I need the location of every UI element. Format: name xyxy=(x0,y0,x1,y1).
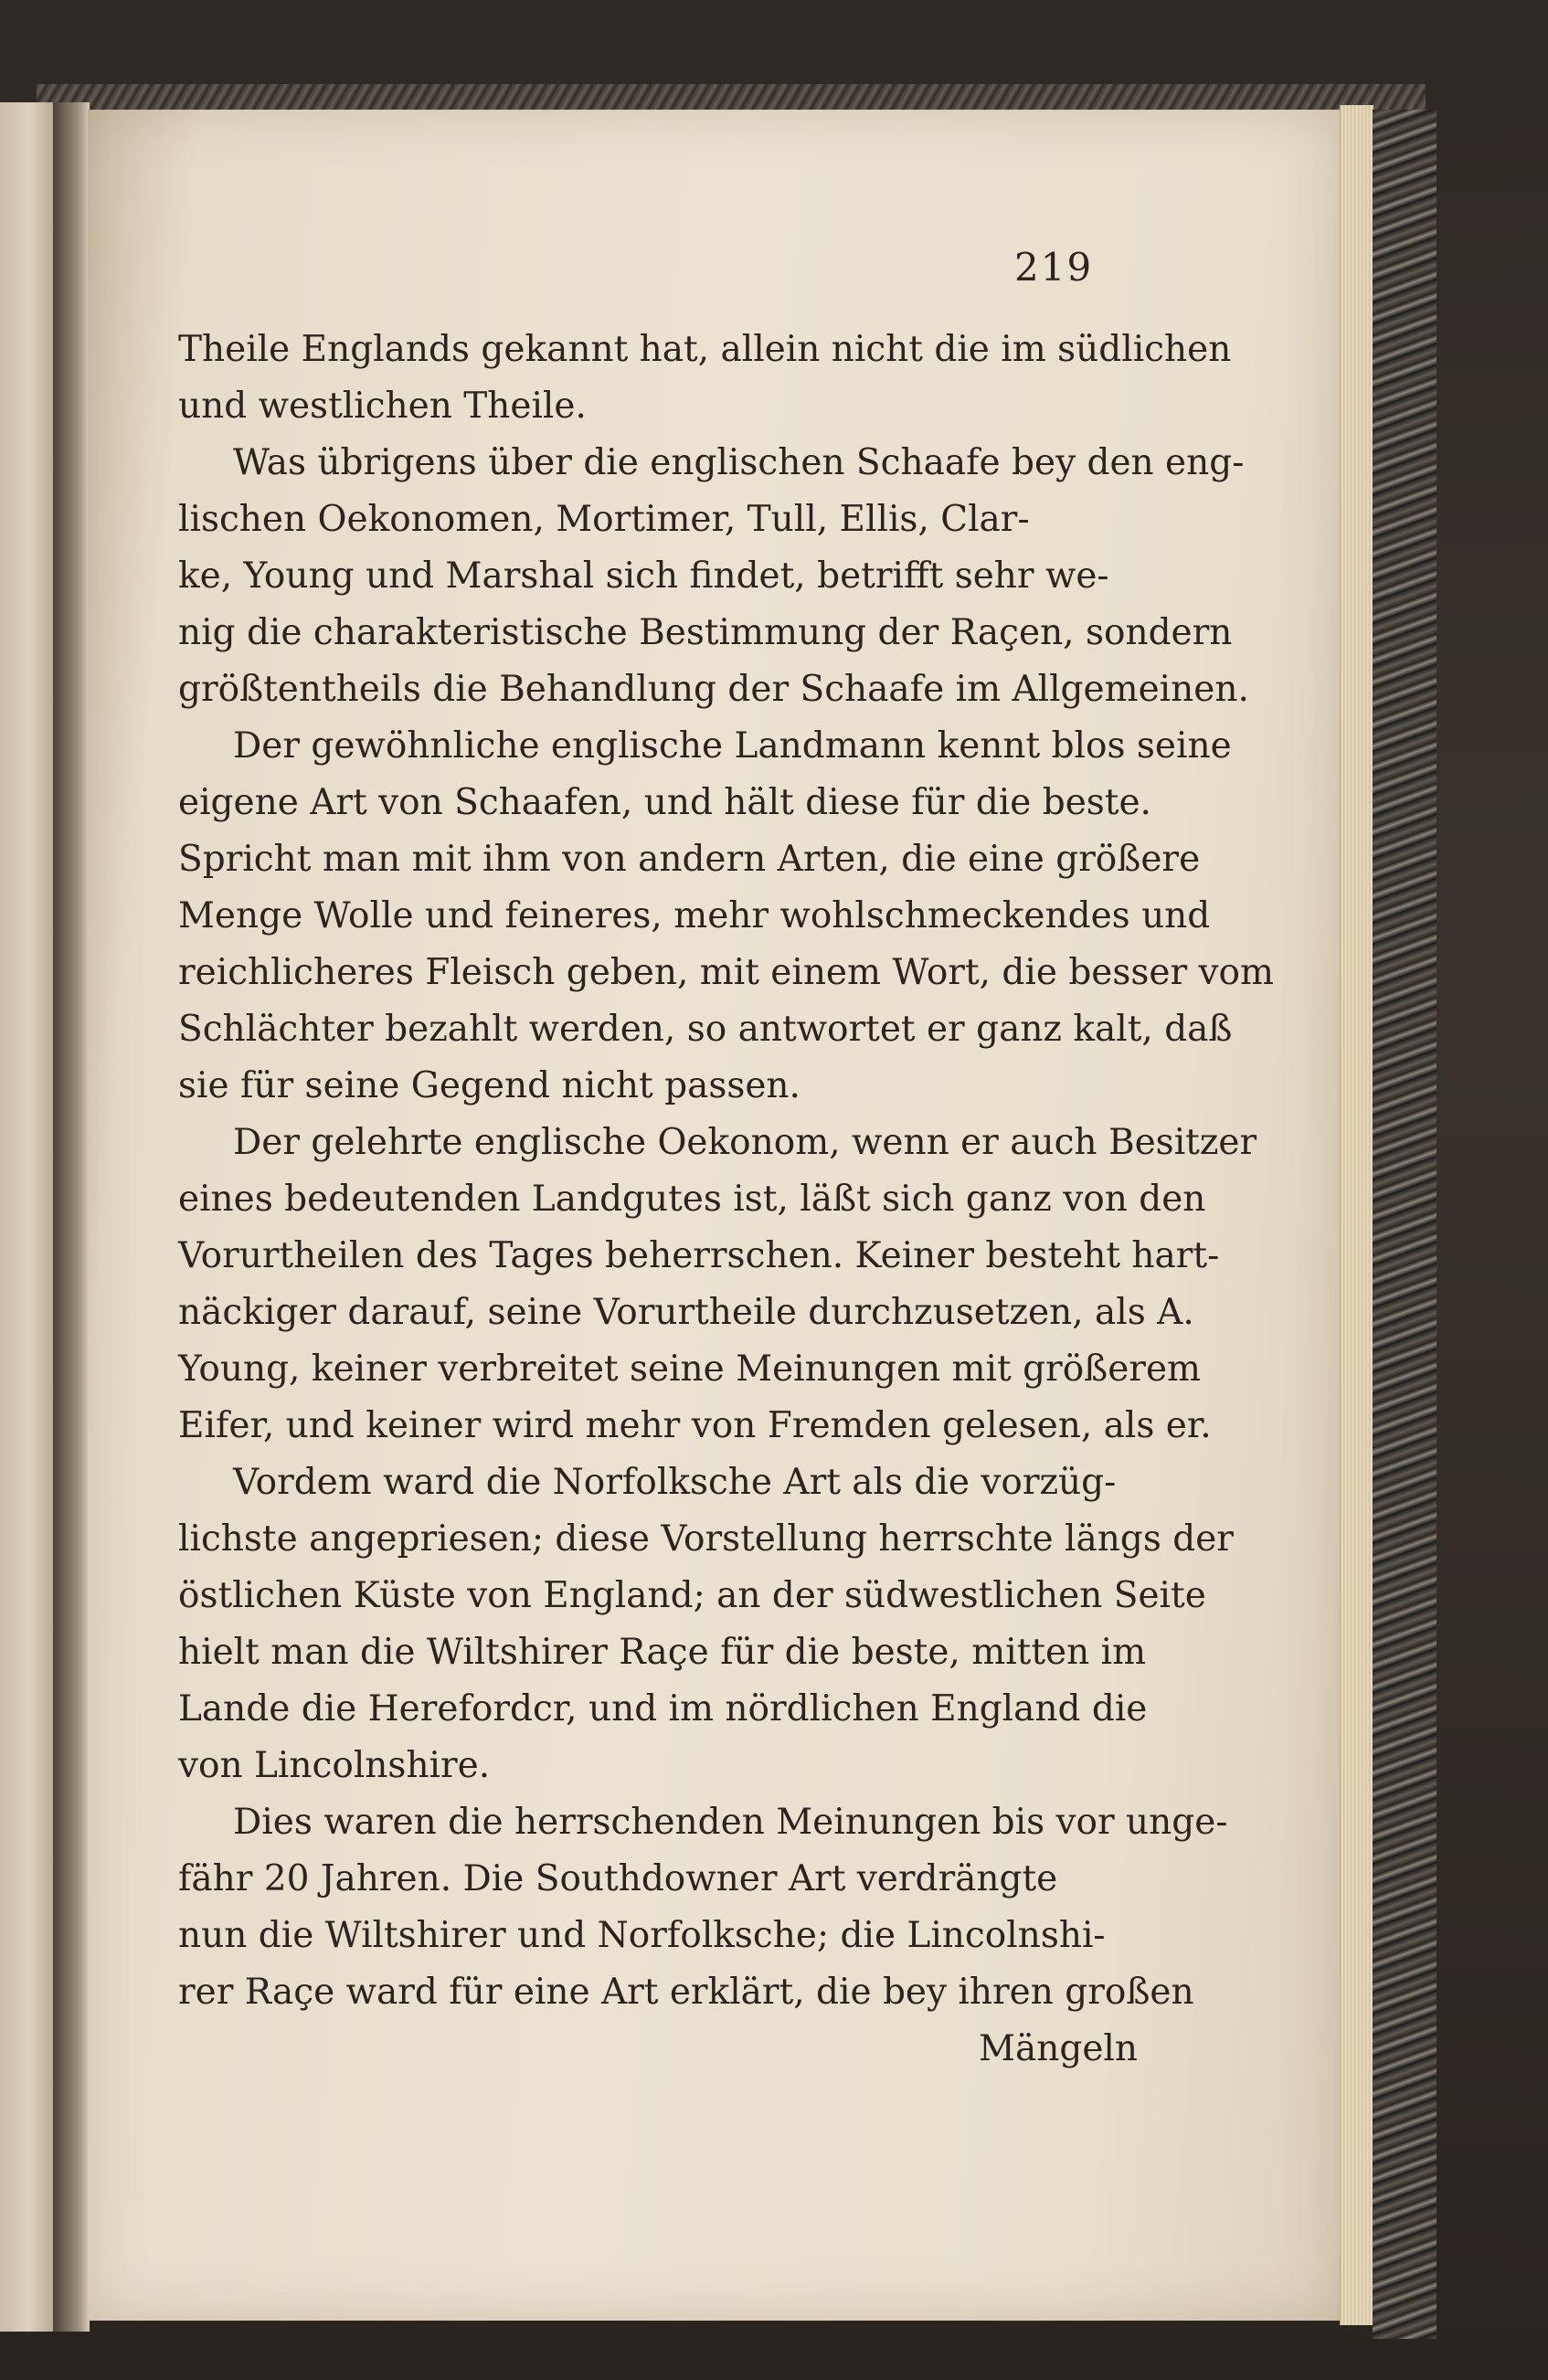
text-line: östlichen Küste von England; an der südwestlichen Seite xyxy=(178,1575,1206,1616)
text-line: Der gelehrte englische Oekonom, wenn er auch Besitzer xyxy=(233,1122,1257,1163)
text-line: eigene Art von Schaafen, und hält diese für die beste. xyxy=(178,782,1151,823)
text-line: fähr 20 Jahren. Die Southdowner Art verdrängte xyxy=(178,1858,1058,1899)
text-line: Eifer, und keiner wird mehr von Fremden gelesen, als er. xyxy=(178,1405,1212,1446)
text-line: näckiger darauf, seine Vorurtheile durchzusetzen, als A. xyxy=(178,1292,1194,1333)
page-number: 219 xyxy=(1014,245,1094,290)
text-line: Schlächter bezahlt werden, so antwortet er ganz kalt, daß xyxy=(178,1009,1233,1050)
marbled-cover xyxy=(1373,110,1437,2339)
text-line: Young, keiner verbreitet seine Meinungen mit größerem xyxy=(178,1349,1202,1390)
text-line: rer Raçe ward für eine Art erklärt, die bey ihren großen xyxy=(178,1972,1194,2013)
text-line: nun die Wiltshirer und Norfolksche; die Lincolnshi- xyxy=(178,1915,1106,1956)
text-line: Spricht man mit ihm von andern Arten, die eine größere xyxy=(178,839,1201,880)
text-line: reichlicheres Fleisch geben, mit einem Wort, die besser vom xyxy=(178,952,1275,993)
text-line: Lande die Herefordcr, und im nördlichen England die xyxy=(178,1688,1148,1729)
text-line: Der gewöhnliche englische Landmann kennt blos seine xyxy=(233,725,1232,767)
text-line: hielt man die Wiltshirer Raçe für die beste, mitten im xyxy=(178,1632,1147,1673)
text-line: eines bedeutenden Landgutes ist, läßt sich ganz von den xyxy=(178,1179,1206,1220)
text-line: und westlichen Theile. xyxy=(178,386,587,427)
page-edges xyxy=(1340,105,1373,2325)
text-line: größtentheils die Behandlung der Schaafe im Allgemeinen. xyxy=(178,669,1249,710)
catchword: Mängeln xyxy=(979,2028,1138,2069)
text-line: lischen Oekonomen, Mortimer, Tull, Ellis, Clar- xyxy=(178,499,1030,540)
text-line: nig die charakteristische Bestimmung der Raçen, sondern xyxy=(178,612,1233,653)
text-line: Vordem ward die Norfolksche Art als die vorzüg- xyxy=(233,1462,1117,1503)
text-line: von Lincolnshire. xyxy=(178,1745,491,1786)
left-page-strip xyxy=(0,102,55,2332)
text-line: Dies waren die herrschenden Meinungen bis vor unge- xyxy=(233,1802,1228,1843)
text-line: Was übrigens über die englischen Schaafe bey den eng- xyxy=(233,442,1245,483)
text-line: lichste angepriesen; diese Vorstellung herrschte längs der xyxy=(178,1518,1234,1560)
text-line: Menge Wolle und feineres, mehr wohlschmeckendes und xyxy=(178,895,1211,936)
gutter-shadow xyxy=(53,102,90,2332)
book-top-edge xyxy=(37,84,1426,111)
text-line: Vorurtheilen des Tages beherrschen. Keiner besteht hart- xyxy=(178,1235,1220,1276)
text-line: sie für seine Gegend nicht passen. xyxy=(178,1065,801,1106)
body-text xyxy=(178,322,1275,2078)
text-line: Theile Englands gekannt hat, allein nicht die im südlichen xyxy=(178,329,1232,370)
text-line: ke, Young und Marshal sich findet, betrifft sehr we- xyxy=(178,555,1109,597)
